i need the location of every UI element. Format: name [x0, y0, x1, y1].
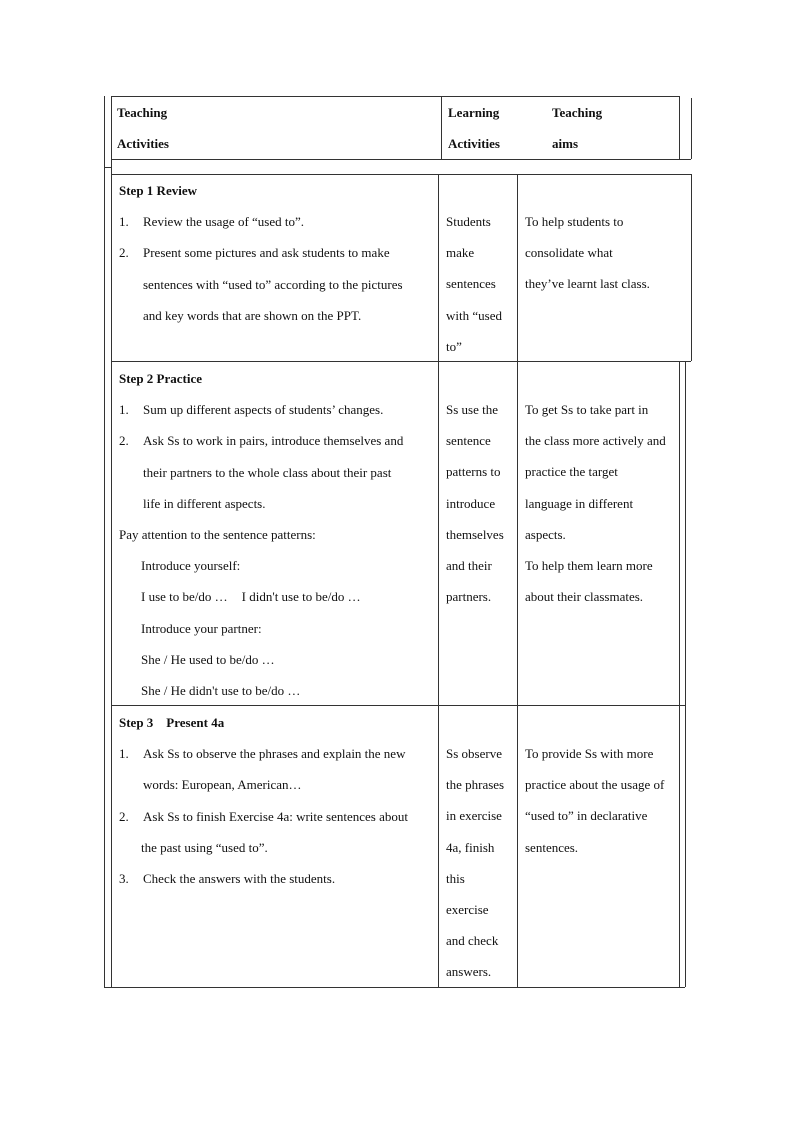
learning-line: sentence — [446, 433, 491, 449]
learning-line: Ss observe — [446, 746, 502, 761]
learning-line: to” — [446, 338, 462, 354]
aims-line: language in different — [525, 495, 634, 511]
aims-line: To help students to — [525, 214, 624, 229]
pattern-line: She / He used to be/do … — [141, 651, 275, 667]
aims-line: To provide Ss with more — [525, 746, 654, 761]
learning-line: partners. — [446, 589, 492, 605]
learning-line: themselves — [446, 526, 504, 542]
learning-line: with “used — [446, 307, 502, 323]
aims-line: practice about the usage of — [525, 777, 665, 793]
learning-line: introduce — [446, 495, 496, 511]
header-text: aims — [552, 136, 578, 152]
header-teaching-activities — [117, 97, 169, 159]
learning-line: make — [446, 245, 475, 261]
step-title: Step 1 Review — [119, 183, 197, 198]
list-item-continued: words: European, American… — [143, 777, 302, 793]
aims-line: consolidate what — [525, 245, 613, 261]
pattern-line: She / He didn't use to be/do … — [141, 682, 301, 698]
step1-learning-cell — [446, 206, 502, 362]
list-item-continued: sentences with “used to” according to the pictures — [143, 276, 403, 292]
body-right-border-step1 — [691, 174, 692, 361]
step-title: Step 2 Practice — [119, 371, 203, 386]
body-outer-top-border — [104, 167, 111, 168]
step3-learning-cell — [446, 738, 504, 988]
aims-line: “used to” in declarative — [525, 808, 648, 824]
header-col-divider-2 — [679, 96, 680, 159]
aims-line: To help them learn more — [525, 557, 653, 573]
learning-line: 4a, finish — [446, 839, 495, 855]
learning-line: exercise — [446, 901, 489, 917]
learning-line: answers. — [446, 964, 492, 980]
body-right-border-outer — [685, 361, 686, 987]
step1-aims-cell — [525, 206, 650, 300]
header-learning-activities — [448, 97, 500, 159]
step2-aims-cell — [525, 394, 666, 612]
header-text: Teaching — [552, 105, 603, 120]
pattern-line: Introduce your partner: — [141, 620, 262, 636]
learning-line: sentences — [446, 276, 496, 292]
step-title: Step 3 Present 4a — [119, 715, 225, 730]
learning-line: and check — [446, 933, 499, 949]
learning-line: Ss use the — [446, 402, 498, 417]
table-border-left-inner — [111, 96, 112, 987]
row-separator-1 — [111, 361, 691, 362]
list-item-continued: life in different aspects. — [143, 495, 266, 511]
aims-line: aspects. — [525, 526, 566, 542]
header-teaching-aims — [552, 97, 602, 159]
sentence-patterns-intro: Pay attention to the sentence patterns: — [119, 526, 316, 542]
list-item: 2. Ask Ss to work in pairs, introduce themselves and — [119, 433, 404, 449]
header-right-border — [691, 98, 692, 159]
list-item-continued: the past using “used to”. — [141, 839, 268, 855]
list-item-continued: their partners to the whole class about their past — [143, 464, 392, 480]
list-item: 2. Present some pictures and ask students to make — [119, 245, 390, 261]
list-item: 3. Check the answers with the students. — [119, 870, 336, 886]
pattern-line: I use to be/do … I didn't use to be/do … — [141, 589, 361, 605]
learning-line: this — [446, 870, 465, 886]
body-col-divider-1 — [438, 174, 439, 987]
list-item: 2. Ask Ss to finish Exercise 4a: write sentences about — [119, 808, 408, 824]
learning-line: and their — [446, 557, 492, 573]
list-item: 1. Review the usage of “used to”. — [119, 214, 305, 230]
learning-line: the phrases — [446, 777, 505, 793]
body-right-border-inner — [679, 361, 680, 987]
step2-teaching-cell — [119, 363, 403, 706]
step1-teaching-cell — [119, 175, 403, 331]
table-border-left-outer — [104, 96, 105, 987]
learning-line: in exercise — [446, 808, 502, 824]
body-col-divider-2 — [517, 174, 518, 987]
header-text: Learning — [448, 105, 500, 120]
learning-line: patterns to — [446, 464, 501, 480]
header-text: Activities — [448, 136, 500, 152]
step3-aims-cell — [525, 738, 664, 863]
header-text: Activities — [117, 136, 169, 152]
pattern-line: Introduce yourself: — [141, 558, 241, 574]
table-bottom-border — [104, 987, 685, 988]
step3-teaching-cell — [119, 707, 408, 894]
aims-line: the class more actively and — [525, 433, 666, 449]
header-col-divider-1 — [441, 96, 442, 159]
list-item: 1. Sum up different aspects of students’ changes. — [119, 402, 384, 418]
list-item-continued: and key words that are shown on the PPT. — [143, 307, 362, 323]
aims-line: about their classmates. — [525, 589, 644, 605]
aims-line: practice the target — [525, 464, 618, 480]
header-bottom-border — [111, 159, 691, 160]
step2-learning-cell — [446, 394, 504, 612]
learning-line: Students — [446, 214, 491, 229]
aims-line: they’ve learnt last class. — [525, 276, 650, 292]
header-text: Teaching — [117, 105, 168, 120]
aims-line: To get Ss to take part in — [525, 402, 649, 417]
list-item: 1. Ask Ss to observe the phrases and explain the new — [119, 746, 406, 762]
aims-line: sentences. — [525, 839, 579, 855]
